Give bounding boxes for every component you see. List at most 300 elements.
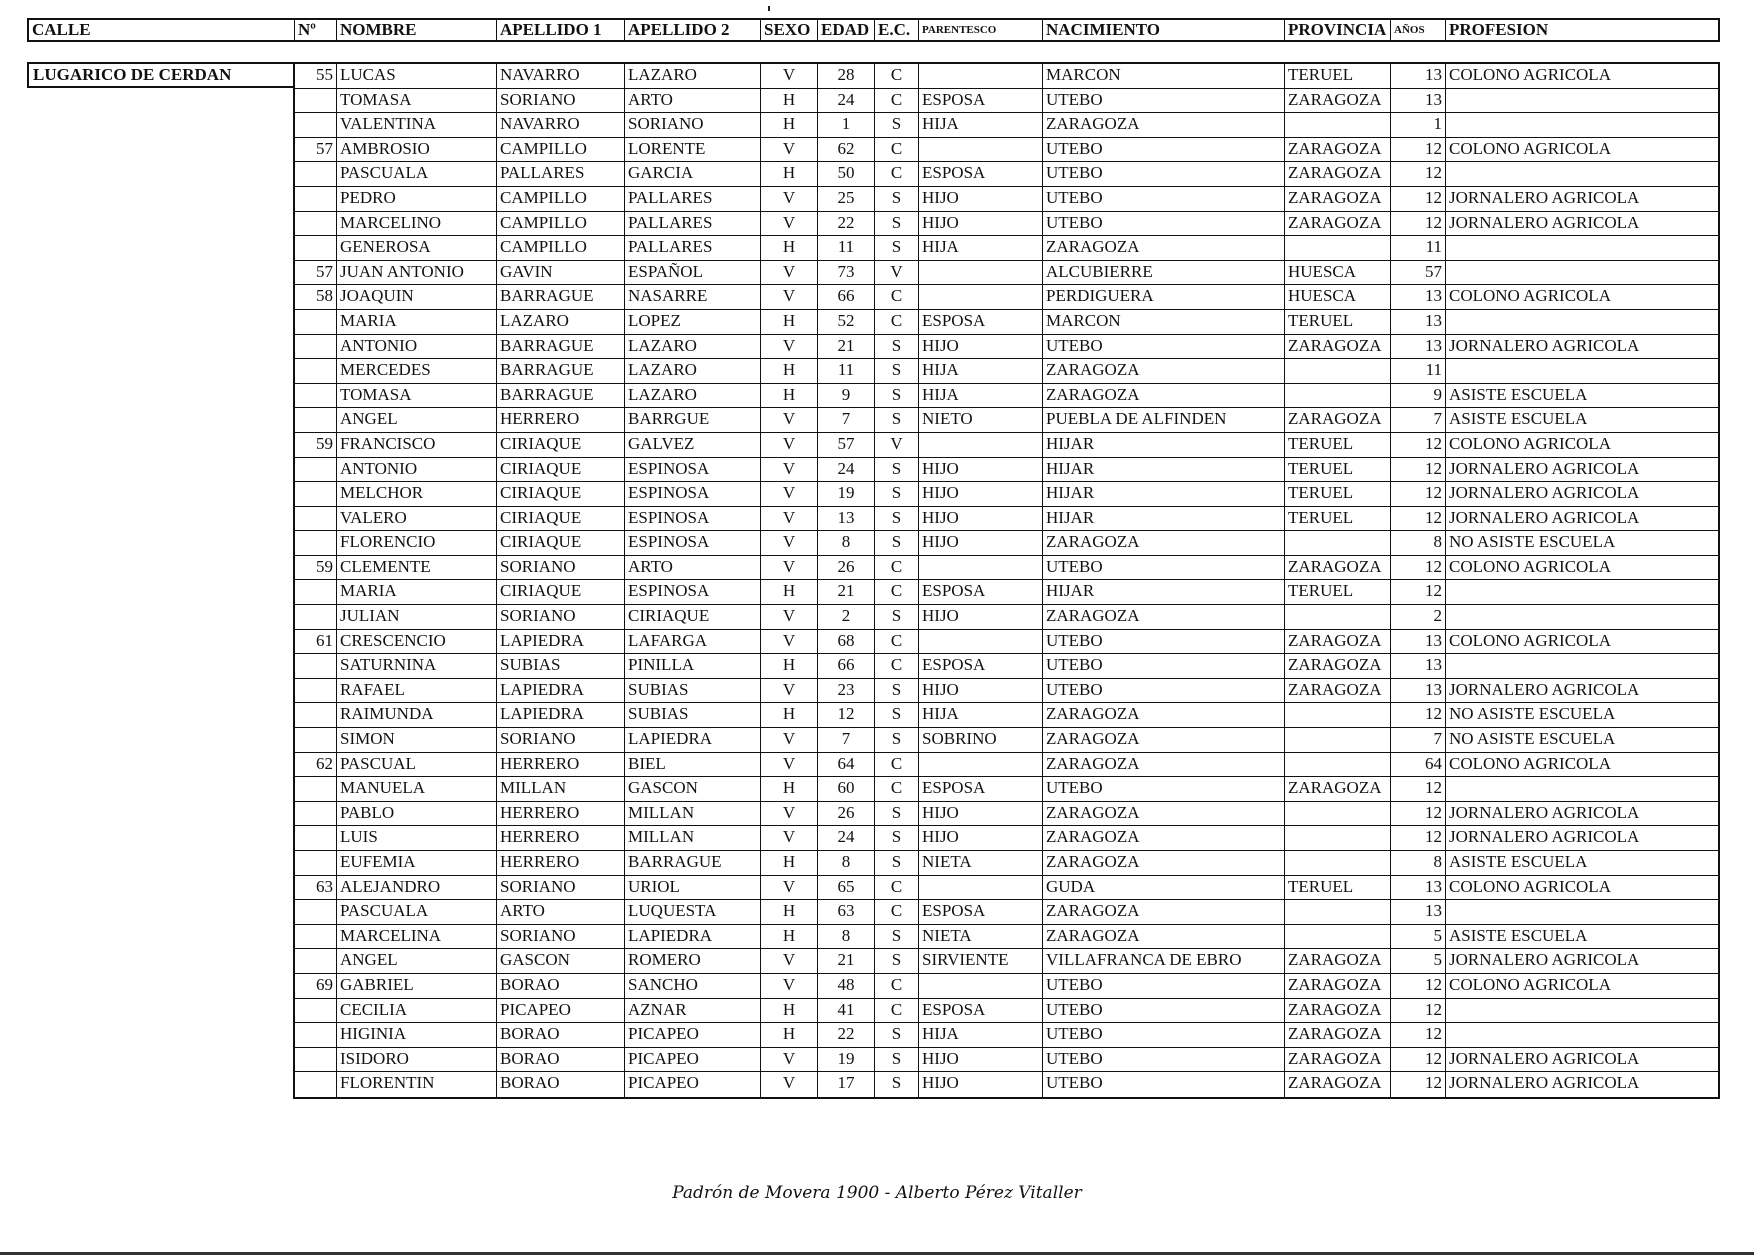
table-row — [295, 285, 1718, 310]
cell-sexo: V — [761, 335, 818, 359]
cell-apellido2: BARRGUE — [625, 408, 761, 432]
cell-edad: 24 — [818, 89, 875, 113]
cell-profesion: JORNALERO AGRICOLA — [1449, 827, 1640, 847]
cell-nacimiento: UTEBO — [1043, 1023, 1285, 1047]
cell-nacimiento: HIJAR — [1043, 482, 1285, 506]
cell-parentesco — [919, 556, 1043, 580]
cell-ec: S — [875, 728, 919, 752]
cell-anos: 12 — [1391, 1023, 1446, 1047]
cell-anos: 2 — [1391, 605, 1446, 629]
cell-provincia — [1285, 113, 1391, 137]
header-apellido2: APELLIDO 2 — [625, 20, 761, 40]
cell-nacimiento: ZARAGOZA — [1043, 113, 1285, 137]
cell-edad: 66 — [818, 654, 875, 678]
cell-nacimiento: UTEBO — [1043, 974, 1285, 998]
cell-edad: 28 — [818, 64, 875, 88]
cell-anos: 12 — [1391, 187, 1446, 211]
cell-sexo: V — [761, 1048, 818, 1072]
cell-profesion: COLONO AGRICOLA — [1449, 286, 1611, 306]
cell-nombre: PASCUAL — [337, 753, 497, 777]
cell-sexo: V — [761, 285, 818, 309]
cell-profesion: JORNALERO AGRICOLA — [1449, 802, 1640, 822]
cell-nacimiento: UTEBO — [1043, 630, 1285, 654]
cell-profesion: COLONO AGRICOLA — [1449, 433, 1611, 453]
cell-profesion: NO ASISTE ESCUELA — [1449, 704, 1616, 724]
cell-profesion: COLONO AGRICOLA — [1449, 753, 1611, 773]
cell-ec: C — [875, 89, 919, 113]
cell-ec: C — [875, 974, 919, 998]
cell-profesion: ASISTE ESCUELA — [1449, 925, 1588, 945]
cell-provincia — [1285, 728, 1391, 752]
cell-provincia: ZARAGOZA — [1285, 187, 1391, 211]
cell-apellido1: BARRAGUE — [497, 384, 625, 408]
cell-num — [295, 851, 337, 875]
cell-ec: C — [875, 138, 919, 162]
header-edad: EDAD — [818, 20, 875, 40]
cell-anos: 12 — [1391, 556, 1446, 580]
cell-provincia: ZARAGOZA — [1285, 974, 1391, 998]
cell-parentesco: HIJO — [919, 507, 1043, 531]
cell-parentesco: ESPOSA — [919, 162, 1043, 186]
cell-profesion: ASISTE ESCUELA — [1449, 409, 1588, 429]
cell-nombre: MARIA — [337, 580, 497, 604]
cell-parentesco: HIJO — [919, 187, 1043, 211]
cell-apellido1: LAZARO — [497, 310, 625, 334]
table-row — [295, 679, 1718, 704]
cell-edad: 7 — [818, 408, 875, 432]
cell-num — [295, 531, 337, 555]
cell-provincia — [1285, 384, 1391, 408]
cell-ec: S — [875, 236, 919, 260]
cell-sexo: H — [761, 236, 818, 260]
cell-sexo: V — [761, 212, 818, 236]
cell-anos: 12 — [1391, 1072, 1446, 1097]
cell-anos: 13 — [1391, 630, 1446, 654]
cell-num: 59 — [295, 556, 337, 580]
cell-ec: S — [875, 482, 919, 506]
table-row — [295, 212, 1718, 237]
cell-anos: 5 — [1391, 949, 1446, 973]
cell-anos: 1 — [1391, 113, 1446, 137]
cell-parentesco: ESPOSA — [919, 999, 1043, 1023]
cell-ec: S — [875, 925, 919, 949]
cell-apellido2: LOPEZ — [625, 310, 761, 334]
cell-anos: 5 — [1391, 925, 1446, 949]
cell-anos: 12 — [1391, 999, 1446, 1023]
cell-ec: C — [875, 580, 919, 604]
table-row — [295, 654, 1718, 679]
cell-apellido1: BORAO — [497, 974, 625, 998]
cell-nacimiento: ZARAGOZA — [1043, 236, 1285, 260]
cell-parentesco: ESPOSA — [919, 777, 1043, 801]
cell-nacimiento: UTEBO — [1043, 187, 1285, 211]
cell-sexo: V — [761, 949, 818, 973]
cell-provincia: ZARAGOZA — [1285, 1048, 1391, 1072]
table-row — [295, 580, 1718, 605]
cell-apellido1: LAPIEDRA — [497, 679, 625, 703]
table-row — [295, 925, 1718, 950]
cell-apellido2: LAZARO — [625, 335, 761, 359]
cell-parentesco: HIJO — [919, 531, 1043, 555]
cell-parentesco — [919, 433, 1043, 457]
cell-nacimiento: ZARAGOZA — [1043, 359, 1285, 383]
cell-sexo: V — [761, 507, 818, 531]
table-row — [295, 89, 1718, 114]
cell-sexo: V — [761, 679, 818, 703]
cell-anos: 64 — [1391, 753, 1446, 777]
cell-provincia: ZARAGOZA — [1285, 408, 1391, 432]
cell-nombre: LUCAS — [337, 64, 497, 88]
cell-profesion: NO ASISTE ESCUELA — [1449, 532, 1616, 552]
cell-nombre: FRANCISCO — [337, 433, 497, 457]
table-row — [295, 138, 1718, 163]
cell-edad: 60 — [818, 777, 875, 801]
cell-apellido1: LAPIEDRA — [497, 703, 625, 727]
street-name: LUGARICO DE CERDAN — [27, 62, 295, 88]
cell-apellido1: SORIANO — [497, 89, 625, 113]
table-row — [295, 949, 1718, 974]
cell-edad: 8 — [818, 925, 875, 949]
cell-nacimiento: MARCON — [1043, 310, 1285, 334]
cell-ec: C — [875, 777, 919, 801]
cell-provincia: ZARAGOZA — [1285, 89, 1391, 113]
cell-parentesco: NIETA — [919, 851, 1043, 875]
cell-provincia: HUESCA — [1285, 261, 1391, 285]
cell-ec: S — [875, 1048, 919, 1072]
cell-nombre: ANGEL — [337, 408, 497, 432]
cell-sexo: V — [761, 482, 818, 506]
cell-apellido2: LUQUESTA — [625, 900, 761, 924]
cell-nacimiento: ZARAGOZA — [1043, 802, 1285, 826]
cell-apellido2: ESPINOSA — [625, 580, 761, 604]
table-row — [295, 703, 1718, 728]
scan-mark — [768, 6, 770, 11]
header-nacimiento: NACIMIENTO — [1043, 20, 1285, 40]
cell-apellido1: CAMPILLO — [497, 212, 625, 236]
cell-apellido2: GALVEZ — [625, 433, 761, 457]
cell-nombre: SATURNINA — [337, 654, 497, 678]
cell-ec: S — [875, 384, 919, 408]
cell-ec: S — [875, 1072, 919, 1097]
cell-nombre: GABRIEL — [337, 974, 497, 998]
cell-num — [295, 703, 337, 727]
cell-ec: S — [875, 1023, 919, 1047]
cell-profesion — [1446, 999, 1718, 1023]
cell-ec: C — [875, 753, 919, 777]
cell-anos: 13 — [1391, 310, 1446, 334]
cell-num — [295, 925, 337, 949]
table-row — [295, 64, 1718, 89]
cell-num — [295, 482, 337, 506]
footer-credit: Padrón de Movera 1900 - Alberto Pérez Vitaller — [672, 1183, 1082, 1203]
cell-apellido1: BORAO — [497, 1072, 625, 1097]
cell-provincia: TERUEL — [1285, 507, 1391, 531]
table-row — [295, 826, 1718, 851]
cell-edad: 9 — [818, 384, 875, 408]
cell-nombre: JULIAN — [337, 605, 497, 629]
cell-parentesco: ESPOSA — [919, 654, 1043, 678]
cell-parentesco: HIJA — [919, 236, 1043, 260]
cell-num — [295, 1023, 337, 1047]
cell-nombre: MARCELINA — [337, 925, 497, 949]
cell-edad: 2 — [818, 605, 875, 629]
cell-edad: 48 — [818, 974, 875, 998]
cell-nacimiento: ZARAGOZA — [1043, 900, 1285, 924]
cell-apellido2: LAZARO — [625, 64, 761, 88]
cell-provincia: TERUEL — [1285, 64, 1391, 88]
cell-num — [295, 89, 337, 113]
cell-profesion: COLONO AGRICOLA — [1449, 65, 1611, 84]
cell-nombre: RAFAEL — [337, 679, 497, 703]
cell-anos: 57 — [1391, 261, 1446, 285]
cell-apellido1: CIRIAQUE — [497, 433, 625, 457]
cell-profesion: COLONO AGRICOLA — [1449, 138, 1611, 158]
cell-parentesco: HIJA — [919, 384, 1043, 408]
cell-ec: S — [875, 531, 919, 555]
cell-edad: 19 — [818, 482, 875, 506]
cell-sexo: H — [761, 900, 818, 924]
cell-edad: 62 — [818, 138, 875, 162]
cell-ec: S — [875, 335, 919, 359]
cell-parentesco: ESPOSA — [919, 580, 1043, 604]
header-provincia: PROVINCIA — [1285, 20, 1391, 40]
cell-provincia: TERUEL — [1285, 580, 1391, 604]
cell-nacimiento: HIJAR — [1043, 580, 1285, 604]
cell-nombre: GENEROSA — [337, 236, 497, 260]
cell-apellido1: SORIANO — [497, 605, 625, 629]
cell-provincia: HUESCA — [1285, 285, 1391, 309]
cell-sexo: H — [761, 89, 818, 113]
cell-parentesco: HIJO — [919, 335, 1043, 359]
cell-sexo: V — [761, 974, 818, 998]
cell-edad: 73 — [818, 261, 875, 285]
cell-profesion: JORNALERO AGRICOLA — [1449, 1048, 1640, 1068]
cell-nacimiento: PERDIGUERA — [1043, 285, 1285, 309]
cell-nacimiento: ZARAGOZA — [1043, 703, 1285, 727]
cell-profesion — [1446, 113, 1718, 137]
cell-apellido2: ESPINOSA — [625, 531, 761, 555]
cell-num — [295, 384, 337, 408]
table-row — [295, 851, 1718, 876]
cell-ec: C — [875, 630, 919, 654]
cell-anos: 12 — [1391, 703, 1446, 727]
cell-sexo: V — [761, 187, 818, 211]
cell-num — [295, 728, 337, 752]
table-row — [295, 556, 1718, 581]
cell-anos: 12 — [1391, 507, 1446, 531]
cell-apellido2: AZNAR — [625, 999, 761, 1023]
cell-apellido2: SORIANO — [625, 113, 761, 137]
cell-nacimiento: UTEBO — [1043, 999, 1285, 1023]
cell-apellido1: SORIANO — [497, 876, 625, 900]
cell-provincia: TERUEL — [1285, 433, 1391, 457]
cell-sexo: V — [761, 433, 818, 457]
cell-parentesco — [919, 974, 1043, 998]
cell-apellido1: BARRAGUE — [497, 359, 625, 383]
cell-apellido2: SUBIAS — [625, 679, 761, 703]
cell-provincia: TERUEL — [1285, 310, 1391, 334]
cell-apellido1: BARRAGUE — [497, 285, 625, 309]
cell-provincia: ZARAGOZA — [1285, 679, 1391, 703]
cell-apellido1: SORIANO — [497, 728, 625, 752]
cell-nombre: VALERO — [337, 507, 497, 531]
cell-apellido2: SUBIAS — [625, 703, 761, 727]
cell-parentesco: HIJA — [919, 359, 1043, 383]
cell-provincia — [1285, 236, 1391, 260]
table-row — [295, 531, 1718, 556]
cell-profesion: JORNALERO AGRICOLA — [1449, 507, 1640, 527]
cell-nacimiento: ZARAGOZA — [1043, 753, 1285, 777]
cell-ec: S — [875, 679, 919, 703]
cell-sexo: H — [761, 310, 818, 334]
cell-apellido2: LAZARO — [625, 359, 761, 383]
cell-provincia: TERUEL — [1285, 876, 1391, 900]
cell-sexo: V — [761, 802, 818, 826]
cell-nacimiento: HIJAR — [1043, 507, 1285, 531]
cell-edad: 26 — [818, 802, 875, 826]
cell-edad: 26 — [818, 556, 875, 580]
cell-apellido2: BARRAGUE — [625, 851, 761, 875]
cell-anos: 12 — [1391, 826, 1446, 850]
cell-nacimiento: UTEBO — [1043, 556, 1285, 580]
cell-nacimiento: ZARAGOZA — [1043, 728, 1285, 752]
cell-provincia: ZARAGOZA — [1285, 1072, 1391, 1097]
cell-num — [295, 679, 337, 703]
cell-edad: 22 — [818, 212, 875, 236]
cell-nombre: AMBROSIO — [337, 138, 497, 162]
cell-nacimiento: UTEBO — [1043, 138, 1285, 162]
column-header-row — [27, 18, 1720, 42]
cell-num — [295, 458, 337, 482]
cell-ec: S — [875, 949, 919, 973]
cell-parentesco — [919, 285, 1043, 309]
cell-provincia — [1285, 851, 1391, 875]
cell-num: 57 — [295, 261, 337, 285]
cell-provincia: ZARAGOZA — [1285, 212, 1391, 236]
cell-parentesco: ESPOSA — [919, 310, 1043, 334]
cell-provincia: ZARAGOZA — [1285, 949, 1391, 973]
cell-num — [295, 654, 337, 678]
cell-profesion: JORNALERO AGRICOLA — [1449, 212, 1640, 232]
table-row — [295, 1048, 1718, 1073]
table-row — [295, 1072, 1718, 1097]
cell-ec: S — [875, 507, 919, 531]
cell-apellido1: BORAO — [497, 1048, 625, 1072]
cell-profesion: JORNALERO AGRICOLA — [1449, 1073, 1640, 1093]
cell-nombre: MERCEDES — [337, 359, 497, 383]
cell-apellido1: HERRERO — [497, 753, 625, 777]
cell-parentesco — [919, 753, 1043, 777]
cell-edad: 24 — [818, 458, 875, 482]
table-row — [295, 310, 1718, 335]
cell-apellido2: PINILLA — [625, 654, 761, 678]
cell-anos: 11 — [1391, 236, 1446, 260]
cell-anos: 12 — [1391, 433, 1446, 457]
cell-ec: V — [875, 261, 919, 285]
cell-provincia: ZARAGOZA — [1285, 162, 1391, 186]
cell-parentesco: HIJO — [919, 1072, 1043, 1097]
cell-apellido1: NAVARRO — [497, 113, 625, 137]
cell-apellido2: URIOL — [625, 876, 761, 900]
cell-apellido1: PALLARES — [497, 162, 625, 186]
cell-ec: C — [875, 285, 919, 309]
cell-nombre: ANGEL — [337, 949, 497, 973]
cell-profesion: ASISTE ESCUELA — [1449, 852, 1588, 871]
cell-provincia: ZARAGOZA — [1285, 556, 1391, 580]
cell-provincia: ZARAGOZA — [1285, 1023, 1391, 1047]
cell-apellido1: CAMPILLO — [497, 138, 625, 162]
cell-nombre: ANTONIO — [337, 335, 497, 359]
cell-apellido2: ESPINOSA — [625, 458, 761, 482]
cell-sexo: V — [761, 1072, 818, 1097]
cell-num — [295, 187, 337, 211]
cell-profesion: COLONO AGRICOLA — [1449, 556, 1611, 576]
cell-edad: 64 — [818, 753, 875, 777]
cell-sexo: V — [761, 458, 818, 482]
cell-apellido1: GAVIN — [497, 261, 625, 285]
cell-ec: S — [875, 212, 919, 236]
cell-apellido2: ARTO — [625, 556, 761, 580]
cell-edad: 24 — [818, 826, 875, 850]
cell-nacimiento: PUEBLA DE ALFINDEN — [1043, 408, 1285, 432]
cell-profesion — [1446, 89, 1718, 113]
cell-nacimiento: UTEBO — [1043, 212, 1285, 236]
cell-provincia: TERUEL — [1285, 482, 1391, 506]
cell-apellido2: ESPAÑOL — [625, 261, 761, 285]
cell-sexo: H — [761, 1023, 818, 1047]
cell-provincia — [1285, 703, 1391, 727]
cell-apellido1: HERRERO — [497, 826, 625, 850]
cell-sexo: V — [761, 826, 818, 850]
cell-nacimiento: HIJAR — [1043, 433, 1285, 457]
cell-nombre: SIMON — [337, 728, 497, 752]
table-row — [295, 630, 1718, 655]
cell-anos: 13 — [1391, 335, 1446, 359]
cell-apellido2: MILLAN — [625, 802, 761, 826]
cell-apellido1: HERRERO — [497, 408, 625, 432]
cell-nacimiento: ZARAGOZA — [1043, 605, 1285, 629]
cell-profesion — [1446, 605, 1718, 629]
header-calle: CALLE — [29, 20, 295, 40]
cell-ec: C — [875, 999, 919, 1023]
header-nombre: NOMBRE — [337, 20, 497, 40]
cell-provincia: TERUEL — [1285, 458, 1391, 482]
cell-nombre: ALEJANDRO — [337, 876, 497, 900]
cell-apellido1: HERRERO — [497, 802, 625, 826]
cell-apellido2: PALLARES — [625, 212, 761, 236]
cell-apellido1: PICAPEO — [497, 999, 625, 1023]
cell-sexo: V — [761, 753, 818, 777]
cell-ec: S — [875, 802, 919, 826]
cell-parentesco: SOBRINO — [919, 728, 1043, 752]
table-row — [295, 777, 1718, 802]
cell-edad: 63 — [818, 900, 875, 924]
cell-provincia — [1285, 753, 1391, 777]
cell-profesion — [1446, 654, 1718, 678]
cell-nombre: VALENTINA — [337, 113, 497, 137]
cell-ec: C — [875, 310, 919, 334]
table-row — [295, 999, 1718, 1024]
cell-apellido2: PICAPEO — [625, 1048, 761, 1072]
table-row — [295, 900, 1718, 925]
cell-anos: 13 — [1391, 654, 1446, 678]
table-row — [295, 408, 1718, 433]
cell-nacimiento: UTEBO — [1043, 335, 1285, 359]
cell-edad: 8 — [818, 851, 875, 875]
table-row — [295, 728, 1718, 753]
cell-parentesco: HIJO — [919, 679, 1043, 703]
cell-num: 69 — [295, 974, 337, 998]
